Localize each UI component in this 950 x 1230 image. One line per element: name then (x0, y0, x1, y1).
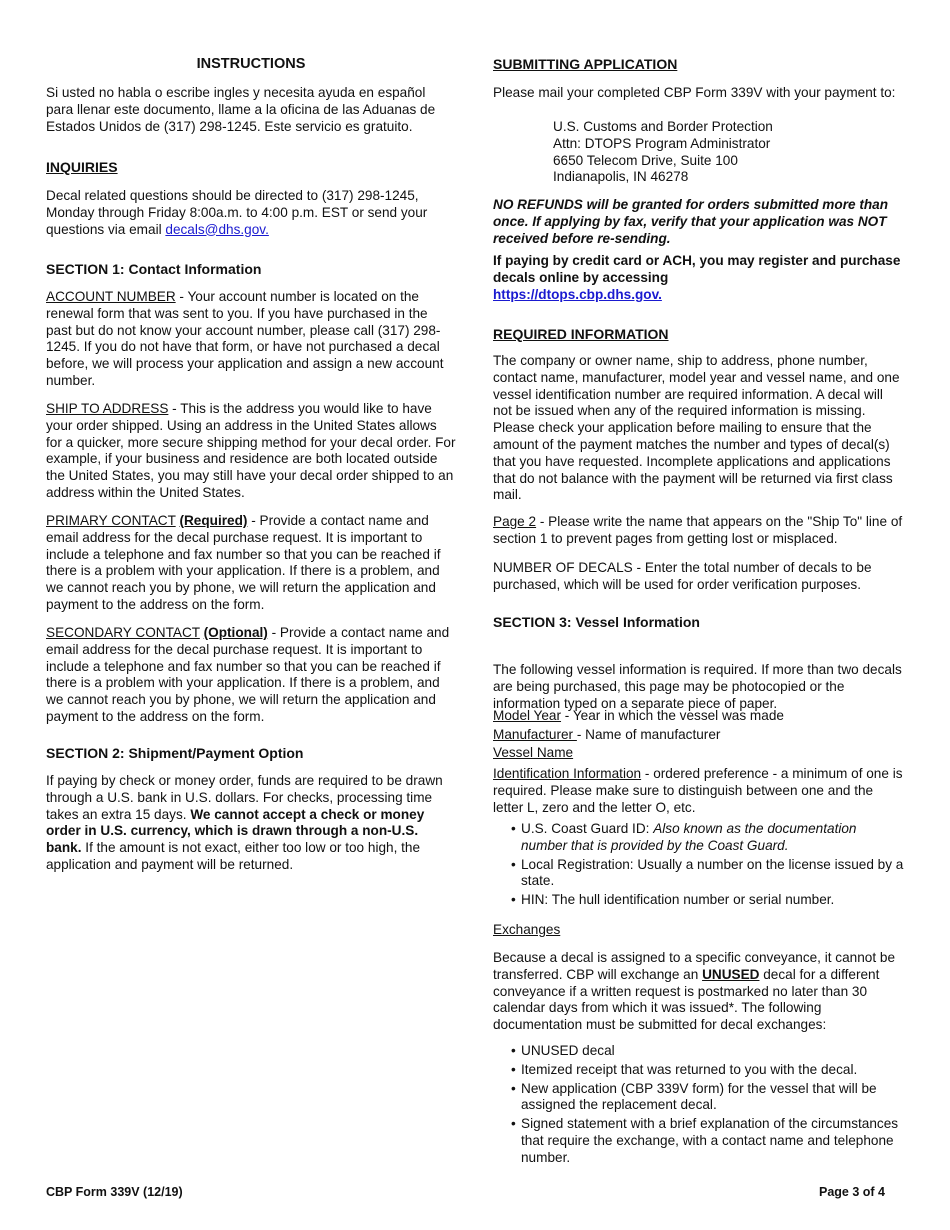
section3-text: The following vessel information is required. If more than two decals are being purchased, this page may be photocopied or the information typed on a separate piece of paper. (493, 662, 902, 711)
submitting-text: Please mail your completed CBP Form 339V with your payment to: (493, 85, 896, 100)
credit-card-paragraph (493, 253, 905, 303)
primary-contact-label: PRIMARY CONTACT (46, 513, 176, 528)
list-item: • Signed statement with a brief explanation of the circumstances that require the exchange, with a contact name and telephone number. (493, 1116, 905, 1166)
page-number-footer: Page 3 of 4 (819, 1185, 885, 1199)
list-item: • Local Registration: Usually a number on the license issued by a state. (493, 857, 905, 891)
list-item: • HIN: The hull identification number or serial number. (493, 892, 905, 909)
identification-list (493, 821, 905, 911)
model-year-label: Model Year (493, 708, 562, 723)
account-number-text: - Your account number is located on the renewal form that was sent to you. If you have purchased in the past but do not know your account number, please call (317) 298-1245. If you do not have that form, or have not purchased a decal before, we will process your application and assign a new account number. (46, 289, 444, 388)
inquiries-heading: INQUIRIES (46, 159, 118, 175)
list-item: • UNUSED decal (493, 1043, 905, 1060)
number-of-decals-text: NUMBER OF DECALS - Enter the total number of decals to be purchased, which will be used for order verification purposes. (493, 560, 872, 592)
address-line: Indianapolis, IN 46278 (553, 169, 689, 185)
page2-text: - Please write the name that appears on the "Ship To" line of section 1 to prevent pages from getting lost or misplaced. (493, 514, 903, 546)
primary-required-label: (Required) (179, 513, 248, 528)
address-line: 6650 Telecom Drive, Suite 100 (553, 152, 738, 168)
mailing-address (493, 119, 905, 186)
manufacturer-text: - Name of manufacturer (576, 727, 721, 742)
required-info-text: The company or owner name, ship to address, phone number, contact name, manufacturer, model year and vessel name, and one vessel identification number are required information. A decal will not be issued when any of the required information is missing. Please check your application before mailing to ensure that the amount of the payment matches the number and types of decal(s) that you have requested. Incomplete applications and applications that do not balance with the payment will be returned via first class mail. (493, 353, 900, 503)
section3-heading: SECTION 3: Vessel Information (493, 614, 700, 630)
address-line: U.S. Customs and Border Protection (553, 119, 773, 134)
exchanges-unused: UNUSED (702, 966, 760, 982)
manufacturer-label: Manufacturer (493, 727, 577, 742)
identification-paragraph (493, 766, 905, 816)
ship-to-paragraph (46, 401, 456, 502)
model-year-line (493, 708, 905, 725)
exchanges-paragraph (493, 950, 905, 1034)
form-id-footer: CBP Form 339V (12/19) (46, 1185, 183, 1199)
identification-text: - ordered preference - a minimum of one is required. Please make sure to distinguish between one and the letter L, zero and the letter O, etc. (493, 766, 903, 815)
payment-text-2: If the amount is not exact, either too low or too high, the application and payment will be returned. (46, 840, 421, 872)
coast-guard-id-label: U.S. Coast Guard ID: (521, 821, 654, 836)
account-number-paragraph (46, 289, 456, 390)
ship-to-label: SHIP TO ADDRESS (46, 401, 169, 416)
exchange-requirements-list (493, 1043, 905, 1169)
inquiries-paragraph (46, 188, 456, 238)
spanish-note: Si usted no habla o escribe ingles y necesita ayuda en español para llenar este documento, llame a la oficina de las Aduanas de Estados Unidos de (317) 298-1245. Este servicio es gratuito. (46, 85, 436, 134)
identification-label: Identification Information (493, 766, 642, 781)
manufacturer-line (493, 727, 905, 744)
exchanges-heading: Exchanges (493, 922, 561, 937)
credit-card-text: If paying by credit card or ACH, you may register and purchase decals online by accessing (493, 253, 901, 285)
page2-label: Page 2 (493, 514, 537, 529)
submitting-heading: SUBMITTING APPLICATION (493, 56, 678, 72)
list-item (493, 821, 905, 855)
ship-to-text: - This is the address you would like to have your order shipped. Using an address in the United States allows for a quicker, more secure shipping method for your decal order. For example, if your business and residence are both located outside the United States, you may still have your decal order shipped to an address within the United States. (46, 401, 456, 500)
secondary-optional-label: (Optional) (203, 625, 268, 640)
account-number-label: ACCOUNT NUMBER (46, 289, 176, 304)
required-info-heading: REQUIRED INFORMATION (493, 326, 669, 342)
dtops-link[interactable]: https://dtops.cbp.dhs.gov. (493, 286, 662, 302)
payment-bold-warning: We cannot accept a check or money order in U.S. currency, which is drawn through a non-U.S. bank. (46, 806, 425, 856)
page2-paragraph (493, 514, 905, 548)
vessel-name-label: Vessel Name (493, 745, 574, 760)
coast-guard-id-text: Also known as the documentation number that is provided by the Coast Guard. (521, 821, 857, 853)
vessel-name-line (493, 745, 905, 762)
exchanges-text-1: Because a decal is assigned to a specific conveyance, it cannot be transferred. CBP will exchange an (493, 950, 896, 982)
payment-text-1: If paying by check or money order, funds are required to be drawn through a U.S. bank in U.S. dollars. For checks, processing time takes an extra 15 days. (46, 773, 443, 822)
section2-heading: SECTION 2: Shipment/Payment Option (46, 745, 304, 761)
inquiries-text: Decal related questions should be directed to (317) 298-1245, Monday through Friday 8:00a.m. to 4:00 p.m. EST or send your questions via email (46, 188, 428, 237)
no-refunds-notice: NO REFUNDS will be granted for orders submitted more than once. If applying by fax, verify that your application was NOT received before re-sending. (493, 197, 889, 246)
section1-heading: SECTION 1: Contact Information (46, 261, 262, 277)
inquiries-email-link[interactable]: decals@dhs.gov. (165, 221, 269, 237)
payment-paragraph (46, 773, 456, 874)
exchanges-text-2: decal for a different conveyance if a written request is postmarked no later than 30 calendar days from which it was issued*. The following documentation must be submitted for decal exchanges: (493, 966, 880, 1033)
model-year-text: - Year in which the vessel was made (561, 708, 784, 723)
primary-contact-text: - Provide a contact name and email address for the decal purchase request. It is important to include a telephone and fax number so that you can be reached if there is a problem with your application. If there is a problem, and we cannot reach you by phone, we will return the application and payment to the address on the form. (46, 513, 441, 612)
list-item: • New application (CBP 339V form) for the vessel that will be assigned the replacement decal. (493, 1081, 905, 1115)
list-item: • Itemized receipt that was returned to you with the decal. (493, 1062, 905, 1079)
address-line: Attn: DTOPS Program Administrator (553, 135, 771, 151)
primary-contact-paragraph (46, 513, 456, 614)
secondary-contact-text: - Provide a contact name and email address for the decal purchase request. It is important to include a telephone and fax number so that you can be reached if there is a problem with your application. If there is a problem, and we cannot reach you by phone, we will return the application and payment to the address on the form. (46, 625, 450, 724)
instructions-title: INSTRUCTIONS (196, 56, 306, 72)
secondary-contact-label: SECONDARY CONTACT (46, 625, 200, 640)
secondary-contact-paragraph (46, 625, 456, 726)
